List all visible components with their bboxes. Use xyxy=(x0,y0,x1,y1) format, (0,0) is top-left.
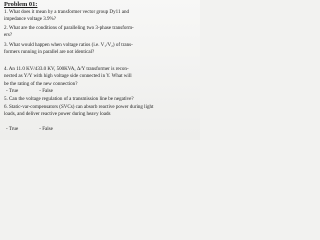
false-option: - False xyxy=(39,126,53,132)
question-6-answer-choices xyxy=(6,126,126,133)
question-4-answer-choices xyxy=(6,88,126,95)
true-option: - True xyxy=(6,126,19,132)
question-1-line-2: impedance voltage 3.9%? xyxy=(4,16,56,23)
question-4-line-2: nected as Y/Y with high voltage side connected in Y. What will xyxy=(4,73,132,80)
problem-heading: Problem 01: xyxy=(4,1,38,8)
question-3-line-1: 3. What would happen when voltage ratios (i.e. V₁/V₂) of trans- xyxy=(4,42,133,48)
question-2-line-1: 2. What are the conditions of paralleling two 3-phase transform- xyxy=(4,25,134,31)
question-3-line-2: formers running in parallel are not identical? xyxy=(4,49,95,56)
question-2 xyxy=(4,25,198,40)
question-3 xyxy=(4,42,198,57)
question-1 xyxy=(4,9,198,24)
question-5-line-1: 5. Can the voltage regulation of a transmission line be negative? xyxy=(4,96,134,102)
false-option: - False xyxy=(39,88,53,94)
question-6 xyxy=(4,104,198,119)
question-2-line-2: ers? xyxy=(4,32,13,39)
true-option: - True xyxy=(6,88,19,94)
question-4 xyxy=(4,66,198,88)
question-1-line-1: 1. What does it mean by a transformer vector group Dy11 and xyxy=(4,9,130,15)
question-4-line-3: be the rating of the new connection? xyxy=(4,80,78,87)
problem-sheet xyxy=(0,0,200,140)
question-4-line-1: 4. An 11.0 KV/433.0 KV, 500KVA, Δ/Y transformer is recon- xyxy=(4,66,129,72)
question-5 xyxy=(4,96,198,103)
question-6-line-2: loads, and deliver reactive power during heavy loads xyxy=(4,111,111,118)
question-6-line-1: 6. Static-var-compensators (SVCs) can absorb reactive power during light xyxy=(4,104,154,110)
